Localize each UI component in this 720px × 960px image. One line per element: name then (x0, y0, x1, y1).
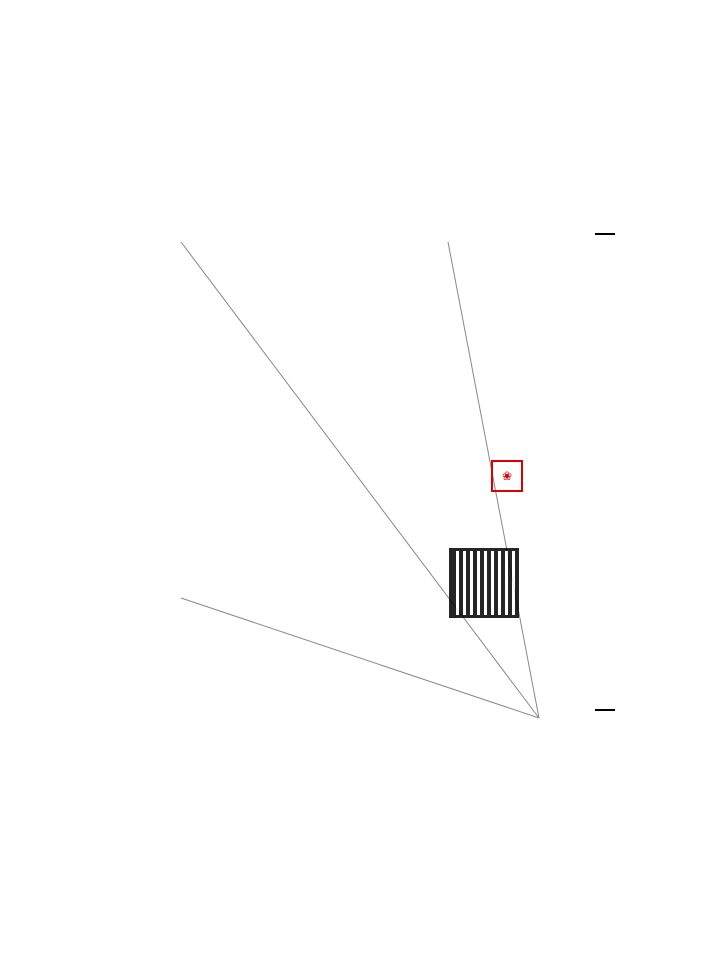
triet-tag (595, 233, 615, 235)
seal-stamp: ❀ (491, 460, 523, 492)
tuan-tag (595, 709, 615, 711)
center-info-panel (181, 242, 539, 718)
qr-code-icon[interactable] (449, 548, 519, 618)
